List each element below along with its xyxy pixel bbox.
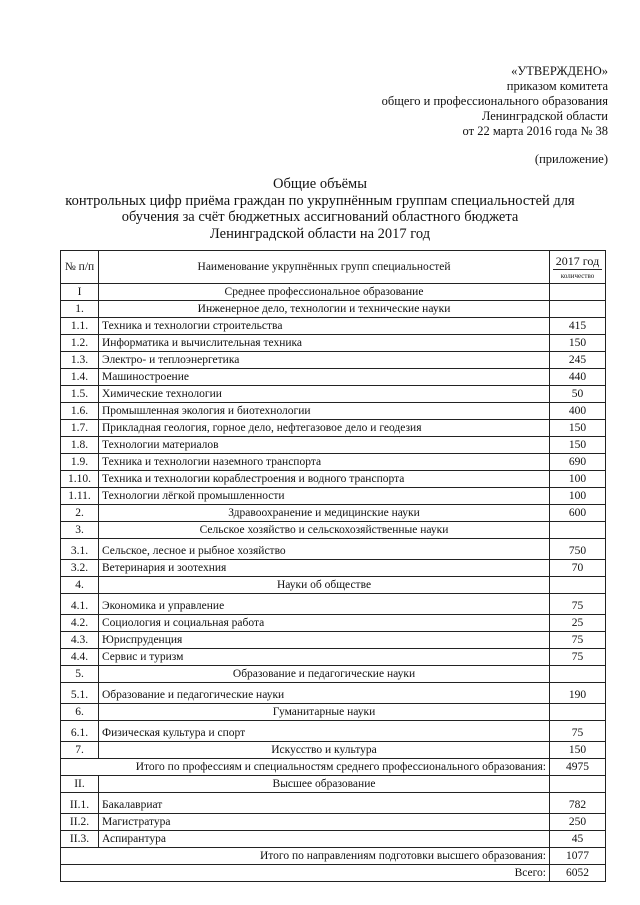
table-row (61, 403, 606, 420)
group-name: Образование и педагогические науки (99, 683, 550, 704)
quota-value: 100 (550, 471, 606, 488)
row-number: 7. (61, 742, 99, 759)
total-label: Всего: (61, 865, 550, 882)
group-name: Физическая культура и спорт (99, 721, 550, 742)
appendix-label: (приложение) (534, 152, 608, 166)
header-year: 2017 год (553, 253, 602, 270)
header-year-cell (550, 251, 606, 284)
quota-value: 150 (550, 742, 606, 759)
quota-value: 75 (550, 721, 606, 742)
table-row (61, 632, 606, 649)
group-name: Сельское, лесное и рыбное хозяйство (99, 539, 550, 560)
row-number: 4.1. (61, 594, 99, 615)
section-name: Здравоохранение и медицинские науки (99, 505, 550, 522)
group-name: Аспирантура (99, 831, 550, 848)
row-number: 4.4. (61, 649, 99, 666)
row-number: 6. (61, 704, 99, 721)
quota-value (550, 577, 606, 594)
approval-line: от 22 марта 2016 года № 38 (462, 124, 608, 138)
title-line: Общие объёмы (273, 176, 367, 192)
table-row (61, 386, 606, 403)
table-row (61, 505, 606, 522)
group-name: Технологии лёгкой промышленности (99, 488, 550, 505)
group-name: Юриспруденция (99, 632, 550, 649)
section-name: Гуманитарные науки (99, 704, 550, 721)
quota-value (550, 776, 606, 793)
group-name: Прикладная геология, горное дело, нефтегазовое дело и геодезия (99, 420, 550, 437)
table-row (61, 683, 606, 704)
group-name: Техника и технологии строительства (99, 318, 550, 335)
group-name: Социология и социальная работа (99, 615, 550, 632)
quota-value: 440 (550, 369, 606, 386)
document-title (40, 176, 600, 242)
row-number: 1.11. (61, 488, 99, 505)
row-number: 1.9. (61, 454, 99, 471)
header-number: № п/п (61, 251, 99, 284)
quota-value: 70 (550, 560, 606, 577)
section-name: Искусство и культура (99, 742, 550, 759)
table-row (61, 776, 606, 793)
row-number: 1.8. (61, 437, 99, 454)
group-name: Ветеринария и зоотехния (99, 560, 550, 577)
total-label: Итого по профессиям и специальностям среднего профессионального образования: (61, 759, 550, 776)
row-number: 1.7. (61, 420, 99, 437)
row-number: 5.1. (61, 683, 99, 704)
quota-value (550, 301, 606, 318)
header-group-name: Наименование укрупнённых групп специальностей (99, 251, 550, 284)
group-name: Технологии материалов (99, 437, 550, 454)
table-row (61, 615, 606, 632)
row-number: 6.1. (61, 721, 99, 742)
quota-value: 415 (550, 318, 606, 335)
row-number: 4.3. (61, 632, 99, 649)
row-number: 3.2. (61, 560, 99, 577)
quota-value (550, 704, 606, 721)
table-row (61, 666, 606, 683)
quota-value: 100 (550, 488, 606, 505)
group-name: Магистратура (99, 814, 550, 831)
row-number: I (61, 284, 99, 301)
quota-value: 245 (550, 352, 606, 369)
group-name: Химические технологии (99, 386, 550, 403)
table-row (61, 454, 606, 471)
group-name: Сервис и туризм (99, 649, 550, 666)
approval-block (382, 64, 608, 139)
section-name: Среднее профессиональное образование (99, 284, 550, 301)
approval-line: Ленинградской области (481, 109, 608, 123)
quota-value: 50 (550, 386, 606, 403)
header-unit: количество (560, 271, 595, 280)
section-name: Инженерное дело, технологии и технические науки (99, 301, 550, 318)
title-line: Ленинградской области на 2017 год (209, 225, 431, 242)
table-row (61, 471, 606, 488)
table-row (61, 560, 606, 577)
row-number: 1.5. (61, 386, 99, 403)
group-name: Информатика и вычислительная техника (99, 335, 550, 352)
quota-table (60, 250, 606, 882)
table-total-row (61, 865, 606, 882)
group-name: Экономика и управление (99, 594, 550, 615)
row-number: II.2. (61, 814, 99, 831)
quota-value: 690 (550, 454, 606, 471)
table-row (61, 284, 606, 301)
row-number: II. (61, 776, 99, 793)
table-row (61, 522, 606, 539)
table-row (61, 831, 606, 848)
quota-value: 150 (550, 420, 606, 437)
quota-value: 75 (550, 632, 606, 649)
total-value: 1077 (550, 848, 606, 865)
row-number: 1. (61, 301, 99, 318)
group-name: Бакалавриат (99, 793, 550, 814)
section-name: Сельское хозяйство и сельскохозяйственные науки (99, 522, 550, 539)
quota-value (550, 522, 606, 539)
title-line: обучения за счёт бюджетных ассигнований областного бюджета (121, 209, 519, 225)
row-number: 4.2. (61, 615, 99, 632)
row-number: 1.2. (61, 335, 99, 352)
row-number: II.3. (61, 831, 99, 848)
row-number: 4. (61, 577, 99, 594)
section-name: Образование и педагогические науки (99, 666, 550, 683)
row-number: 1.6. (61, 403, 99, 420)
quota-value: 250 (550, 814, 606, 831)
group-name: Техника и технологии кораблестроения и водного транспорта (99, 471, 550, 488)
table-row (61, 742, 606, 759)
row-number: 1.10. (61, 471, 99, 488)
table-row (61, 318, 606, 335)
row-number: 3. (61, 522, 99, 539)
approval-line: «УТВЕРЖДЕНО» (511, 64, 608, 78)
row-number: 3.1. (61, 539, 99, 560)
group-name: Электро- и теплоэнергетика (99, 352, 550, 369)
table-row (61, 352, 606, 369)
table-row (61, 814, 606, 831)
table-total-row (61, 848, 606, 865)
table-row (61, 594, 606, 615)
table-row (61, 539, 606, 560)
quota-value: 150 (550, 335, 606, 352)
row-number: 1.3. (61, 352, 99, 369)
group-name: Техника и технологии наземного транспорта (99, 454, 550, 471)
section-name: Высшее образование (99, 776, 550, 793)
quota-value: 782 (550, 793, 606, 814)
row-number: 1.1. (61, 318, 99, 335)
quota-value: 75 (550, 649, 606, 666)
quota-value: 45 (550, 831, 606, 848)
table-row (61, 577, 606, 594)
table-row (61, 335, 606, 352)
row-number: 2. (61, 505, 99, 522)
quota-value: 190 (550, 683, 606, 704)
table-row (61, 420, 606, 437)
section-name: Науки об обществе (99, 577, 550, 594)
table-row (61, 649, 606, 666)
row-number: 1.4. (61, 369, 99, 386)
table-row (61, 721, 606, 742)
quota-value: 25 (550, 615, 606, 632)
table-row (61, 301, 606, 318)
approval-line: общего и профессионального образования (381, 94, 608, 108)
table-row (61, 704, 606, 721)
total-value: 4975 (550, 759, 606, 776)
total-value: 6052 (550, 865, 606, 882)
approval-line: приказом комитета (506, 79, 608, 93)
table-row (61, 437, 606, 454)
quota-value: 600 (550, 505, 606, 522)
table-total-row (61, 759, 606, 776)
quota-table-body (61, 251, 606, 882)
row-number: 5. (61, 666, 99, 683)
total-label: Итого по направлениям подготовки высшего образования: (61, 848, 550, 865)
group-name: Машиностроение (99, 369, 550, 386)
quota-value (550, 666, 606, 683)
quota-value: 150 (550, 437, 606, 454)
quota-value: 75 (550, 594, 606, 615)
title-line: контрольных цифр приёма граждан по укрупнённым группам специальностей для (65, 192, 575, 209)
table-header-row (61, 251, 606, 284)
quota-value (550, 284, 606, 301)
row-number: II.1. (61, 793, 99, 814)
table-row (61, 793, 606, 814)
group-name: Промышленная экология и биотехнологии (99, 403, 550, 420)
table-row (61, 369, 606, 386)
quota-value: 750 (550, 539, 606, 560)
table-row (61, 488, 606, 505)
quota-value: 400 (550, 403, 606, 420)
